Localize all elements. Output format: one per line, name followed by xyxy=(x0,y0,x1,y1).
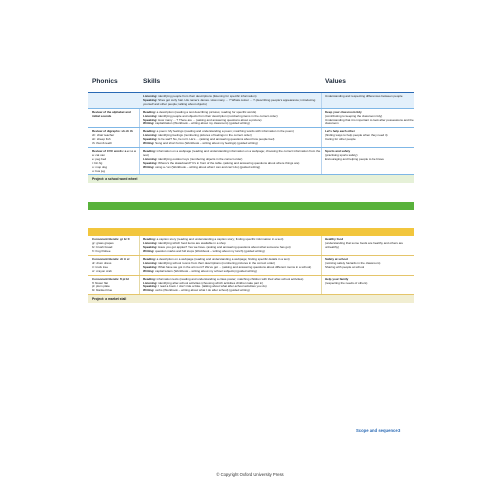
values-cell xyxy=(322,128,414,147)
phonics-example: a: cat van xyxy=(92,152,106,157)
skill-label: Writing: xyxy=(143,268,155,273)
table-header xyxy=(88,75,414,93)
values-text: Sharing with people at school xyxy=(325,264,365,269)
table-row xyxy=(88,93,414,109)
table-row xyxy=(88,236,414,256)
skill-text: I read a book. I don't ride a bike. (talking about what after-school activities you do) xyxy=(157,284,267,289)
phonics-title: Review of digraphs: sh ch th xyxy=(92,129,133,134)
skill-label: Speaking: xyxy=(143,97,158,102)
table-row xyxy=(88,256,414,276)
values-text: (noticing safety hazards in the classroom) xyxy=(325,260,381,265)
phonics-example: bl: blanket blue xyxy=(92,288,113,293)
skill-label: Reading: xyxy=(143,276,156,281)
skill-text: verbs (Workbook – writing about what I do after school) (guided writing) xyxy=(154,288,250,293)
skills-cell xyxy=(140,128,322,147)
skill-label: Writing: xyxy=(143,121,155,126)
skill-label: Reading: xyxy=(143,148,156,153)
skill-label: Listening: xyxy=(143,113,158,118)
values-text: (practising sports safely) xyxy=(325,152,358,157)
skill-label: Speaking: xyxy=(143,137,158,142)
skill-text: identifying after-school activities (choosing which activities children take part in) xyxy=(157,280,264,285)
phonics-title: Consonant blends: dr tr cr xyxy=(92,257,130,262)
skills-cell xyxy=(140,236,322,255)
skill-text: a poem: My feelings (reading and understanding a poem; matching words with information in the poem) xyxy=(155,129,294,134)
skill-text: identifying people from their descriptions (listening for specific information) xyxy=(157,94,257,98)
phonics-cell xyxy=(88,109,140,128)
skill-label: Speaking: xyxy=(143,160,158,165)
phonics-example: tr: truck tree xyxy=(92,264,109,269)
skill-line xyxy=(143,250,321,254)
skills-cell xyxy=(140,109,322,128)
phonics-cell xyxy=(88,93,140,108)
values-title: Help your family xyxy=(325,276,349,281)
phonics-example: ch: chair teacher xyxy=(92,133,115,138)
green-band xyxy=(88,202,414,210)
values-text: (finding ways to help people when they need it) xyxy=(325,133,388,138)
phonics-cell xyxy=(88,128,140,147)
values-text: (understanding that some foods are healthy and others are unhealthy) xyxy=(325,241,404,250)
skill-label: Writing: xyxy=(143,141,155,146)
values-text: Understanding that it is important to look after possessions and the classroom xyxy=(325,117,414,126)
project-row: Project: a market stall xyxy=(88,295,414,303)
skill-label: Reading: xyxy=(143,257,156,262)
skill-label: Writing: xyxy=(143,288,155,293)
phonics-title: Consonant blends: fl pl bl xyxy=(92,276,129,281)
yellow-band xyxy=(88,228,414,236)
values-text: Understanding and respecting differences between people xyxy=(325,94,403,98)
skill-label: Listening: xyxy=(143,280,158,285)
phonics-example: th: thumb teeth xyxy=(92,141,113,146)
phonics-cell xyxy=(88,256,140,275)
skill-label: Reading: xyxy=(143,129,156,134)
values-text: (respecting the needs of others) xyxy=(325,280,368,285)
skill-text: Have you got apples? Yes we have. (asking and answering questions about what someone has got) xyxy=(157,245,291,250)
header-skills: Skills xyxy=(143,78,161,85)
skill-text: a caption story (reading and understanding a caption story; finding specific information in a text) xyxy=(155,237,284,242)
table-row xyxy=(88,148,414,175)
values-cell xyxy=(322,109,414,128)
page-label: Scope and sequence xyxy=(356,428,398,433)
phonics-example: dr: drum dress xyxy=(92,260,112,265)
phonics-example: e: peg bed xyxy=(92,156,107,161)
values-cell xyxy=(322,93,414,108)
phonics-cell xyxy=(88,236,140,255)
skill-line xyxy=(143,99,321,107)
skill-label: Listening: xyxy=(143,241,158,246)
phonics-example: sh: sheep fish xyxy=(92,137,111,142)
skill-text: What have we got in the art room? We've got ... (asking and answering questions about different rooms in a school) xyxy=(157,264,312,269)
values-title: Let's help each other xyxy=(325,129,355,134)
phonics-title: Review of the alphabet and initial sounds xyxy=(92,109,131,118)
values-text: (contributing to keeping the classroom tidy) xyxy=(325,113,383,118)
skill-text: identifying people and objects from their description (numbering items in the correct order) xyxy=(157,113,278,118)
skill-text: information texts (reading and understanding a class poster; matching children with their after-school activities) xyxy=(155,276,304,281)
header-values: Values xyxy=(325,78,346,85)
skill-label: Speaking: xyxy=(143,284,158,289)
skill-label: Writing: xyxy=(143,249,155,254)
skills-cell xyxy=(140,256,322,275)
phonics-example: fr: frog frisbee xyxy=(92,249,111,254)
phonics-example: fl: flower flat xyxy=(92,280,109,285)
phonics-title: Consonant blends: gr br fr xyxy=(92,237,130,242)
skill-text: information on a webpage (reading and understanding information on a webpage; choosing the correct information from the text) xyxy=(143,148,321,157)
project-row: Project: a school word wheel xyxy=(88,175,414,183)
skill-line xyxy=(143,142,321,146)
values-title: Safety at school xyxy=(325,257,349,262)
values-text: Encouraging and helping people to be brave xyxy=(325,156,384,161)
phonics-title: Review of CVC words: a e i o u xyxy=(92,148,136,153)
skill-label: Listening: xyxy=(143,260,158,265)
rows-unit-group-b xyxy=(88,236,414,295)
header-phonics: Phonics xyxy=(92,78,118,85)
values-title: Healthy food xyxy=(325,237,344,242)
table-row xyxy=(88,109,414,129)
values-cell xyxy=(322,276,414,295)
skill-text: a description (reading a text describing pictures; reading for specific words) xyxy=(155,109,257,114)
phonics-example: gr: grass grapes xyxy=(92,241,114,246)
table-row xyxy=(88,128,414,148)
values-cell xyxy=(322,236,414,255)
skill-label: Listening: xyxy=(143,133,158,138)
phonics-example: u: bus jug xyxy=(92,168,106,173)
skill-text: capital letters (Workbook – writing about my school subjects) (guided writing) xyxy=(154,268,257,273)
skill-text: Shes got curly hair. His name's James. How many ... ? Whats colour ... ? (describing people's appearance; introducing yourself and other people; talking about objects) xyxy=(143,97,316,106)
values-text: Caring for other people xyxy=(325,137,356,142)
copyright-footer: © Copyright Oxford University Press xyxy=(216,472,284,477)
spacer xyxy=(88,183,414,202)
skills-cell xyxy=(140,276,322,295)
skill-label: Speaking: xyxy=(143,245,158,250)
skill-label: Speaking: xyxy=(143,264,158,269)
skills-cell xyxy=(140,148,322,174)
rows-unit-group-a xyxy=(88,93,414,175)
values-title: Keep your classroom tidy xyxy=(325,109,362,114)
phonics-cell xyxy=(88,276,140,295)
skill-label: Reading: xyxy=(143,237,156,242)
skill-label: Reading: xyxy=(143,109,156,114)
skill-label: Writing: xyxy=(143,164,155,169)
skill-label: Listening: xyxy=(143,94,158,98)
skill-text: Is he sad? No, he isn't. He's ... (asking and answering questions about how people feel) xyxy=(157,137,275,142)
skill-line xyxy=(143,270,321,274)
skill-text: capitalization (Workbook – writing about my classroom) (guided writing) xyxy=(154,121,250,126)
skill-label: Listening: xyxy=(143,156,158,161)
scope-sequence-table xyxy=(88,75,414,303)
phonics-example: br: brush bread xyxy=(92,245,113,250)
skill-text: identifying outdoor toys (numbering objects in the correct order) xyxy=(157,156,243,161)
values-title: Sports and safety xyxy=(325,148,351,153)
phonics-example: o: mop dog xyxy=(92,164,108,169)
skill-text: identifying school rooms from their descriptions (numbering pictures in the correct order) xyxy=(157,260,276,265)
values-cell xyxy=(322,148,414,174)
skill-text: Where's the skateboard? It's in front of the table. (asking and answering questions about where things are) xyxy=(157,160,300,165)
skill-line xyxy=(143,122,321,126)
skill-text: question marks and full stops (Workbook – writing about my lunch) (guided writing) xyxy=(154,249,265,254)
values-cell xyxy=(322,256,414,275)
skill-text: a description on a webpage (reading and understanding a webpage; finding specific details in a text) xyxy=(155,257,290,262)
skill-text: Song and short forms (Workbook – writing about my feelings) (guided writing) xyxy=(154,141,258,146)
skill-text: identifying feelings (numbering pictures of feelings in the correct order) xyxy=(157,133,252,138)
skill-text: identifying which food items are available in a shop xyxy=(157,241,226,246)
phonics-example: cr: crayon crab xyxy=(92,268,112,273)
phonics-example: i: bin fig xyxy=(92,160,103,165)
skill-text: using a / an (Workbook – writing about what I can and can't do) (guided writing) xyxy=(154,164,261,169)
skill-line xyxy=(143,166,321,170)
skill-text: How many ... ? There are ... (asking and answering questions about a picture) xyxy=(157,117,262,122)
skills-cell xyxy=(140,93,322,108)
phonics-cell xyxy=(88,148,140,174)
skill-line xyxy=(143,289,321,293)
table-row xyxy=(88,276,414,296)
page-number: 3 xyxy=(398,428,401,433)
spacer xyxy=(88,210,414,228)
phonics-example: pl: plum plate xyxy=(92,284,110,289)
skill-label: Speaking: xyxy=(143,117,158,122)
